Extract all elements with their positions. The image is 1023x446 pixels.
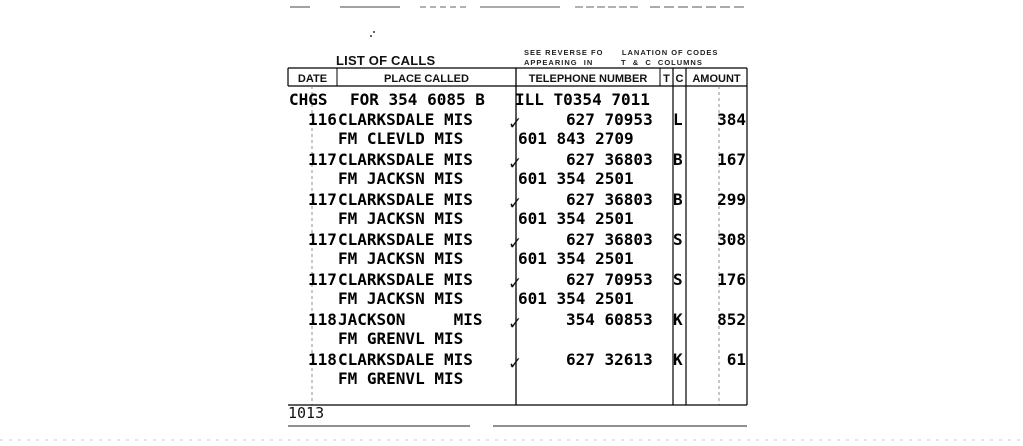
call-from-phone: 601 354 2501 [518,289,634,308]
call-amount: 176 [717,270,746,289]
call-phone: 627 36803 [566,150,653,169]
call-code: L [673,110,683,129]
call-amount: 852 [717,310,746,329]
codes-note-line-1: SEE REVERSE FO LANATION OF CODES [524,48,719,57]
column-header-amount: AMOUNT [692,73,741,85]
call-amount: 167 [717,150,746,169]
call-phone: 627 70953 [566,270,653,289]
checkmark-icon: ✓ [508,314,523,334]
codes-note-line-2: APPEARING IN T & C COLUMNS [524,58,703,67]
call-code: K [673,310,683,329]
call-from: FM JACKSN MIS [338,289,464,308]
call-phone: 627 70953 [566,110,653,129]
call-amount: 61 [726,350,746,369]
call-from: FM GRENVL MIS [338,329,464,348]
call-date: 118 [308,350,337,369]
call-phone: 627 32613 [566,350,653,369]
call-from-phone: 601 354 2501 [518,169,634,188]
call-place: CLARKSDALE MIS [338,230,473,249]
call-code: B [673,190,683,209]
call-place: CLARKSDALE MIS [338,190,473,209]
call-place: CLARKSDALE MIS [338,110,473,129]
page-number: 1013 [288,404,325,422]
call-code: S [673,270,683,289]
call-from: FM CLEVLD MIS [338,129,464,148]
call-phone: 627 36803 [566,230,653,249]
call-amount: 299 [717,190,746,209]
call-amount: 308 [717,230,746,249]
call-place: JACKSON MIS [338,310,483,329]
column-header-t: T [663,73,670,85]
call-phone: 354 60853 [566,310,653,329]
call-from: FM GRENVL MIS [338,369,464,388]
call-date: 116 [308,110,337,129]
checkmark-icon: ✓ [508,114,523,134]
call-date: 117 [308,270,337,289]
checkmark-icon: ✓ [508,354,523,374]
charges-line-col3: ILL T0354 7011 [515,90,650,109]
checkmark-icon: ✓ [508,234,523,254]
call-from: FM JACKSN MIS [338,169,464,188]
list-title: LIST OF CALLS [336,53,436,68]
call-phone: 627 36803 [566,190,653,209]
call-from-phone: 601 354 2501 [518,209,634,228]
call-date: 118 [308,310,337,329]
charges-line-col2: FOR 354 6085 B [350,90,485,109]
charges-line-col1: CHGS [289,90,328,109]
call-from-phone: 601 843 2709 [518,129,634,148]
call-date: 117 [308,150,337,169]
call-amount: 384 [717,110,746,129]
call-code: K [673,350,683,369]
checkmark-icon: ✓ [508,154,523,174]
column-header-c: C [675,73,684,85]
checkmark-icon: ✓ [508,274,523,294]
call-date: 117 [308,190,337,209]
call-from: FM JACKSN MIS [338,209,464,228]
call-place: CLARKSDALE MIS [338,270,473,289]
column-header-date: DATE [297,73,328,85]
call-from-phone: 601 354 2501 [518,249,634,268]
column-header-place: PLACE CALLED [384,73,469,85]
checkmark-icon: ✓ [508,194,523,214]
call-code: B [673,150,683,169]
column-header-phone: TELEPHONE NUMBER [528,73,648,85]
call-place: CLARKSDALE MIS [338,150,473,169]
call-place: CLARKSDALE MIS [338,350,473,369]
call-code: S [673,230,683,249]
call-date: 117 [308,230,337,249]
call-from: FM JACKSN MIS [338,249,464,268]
